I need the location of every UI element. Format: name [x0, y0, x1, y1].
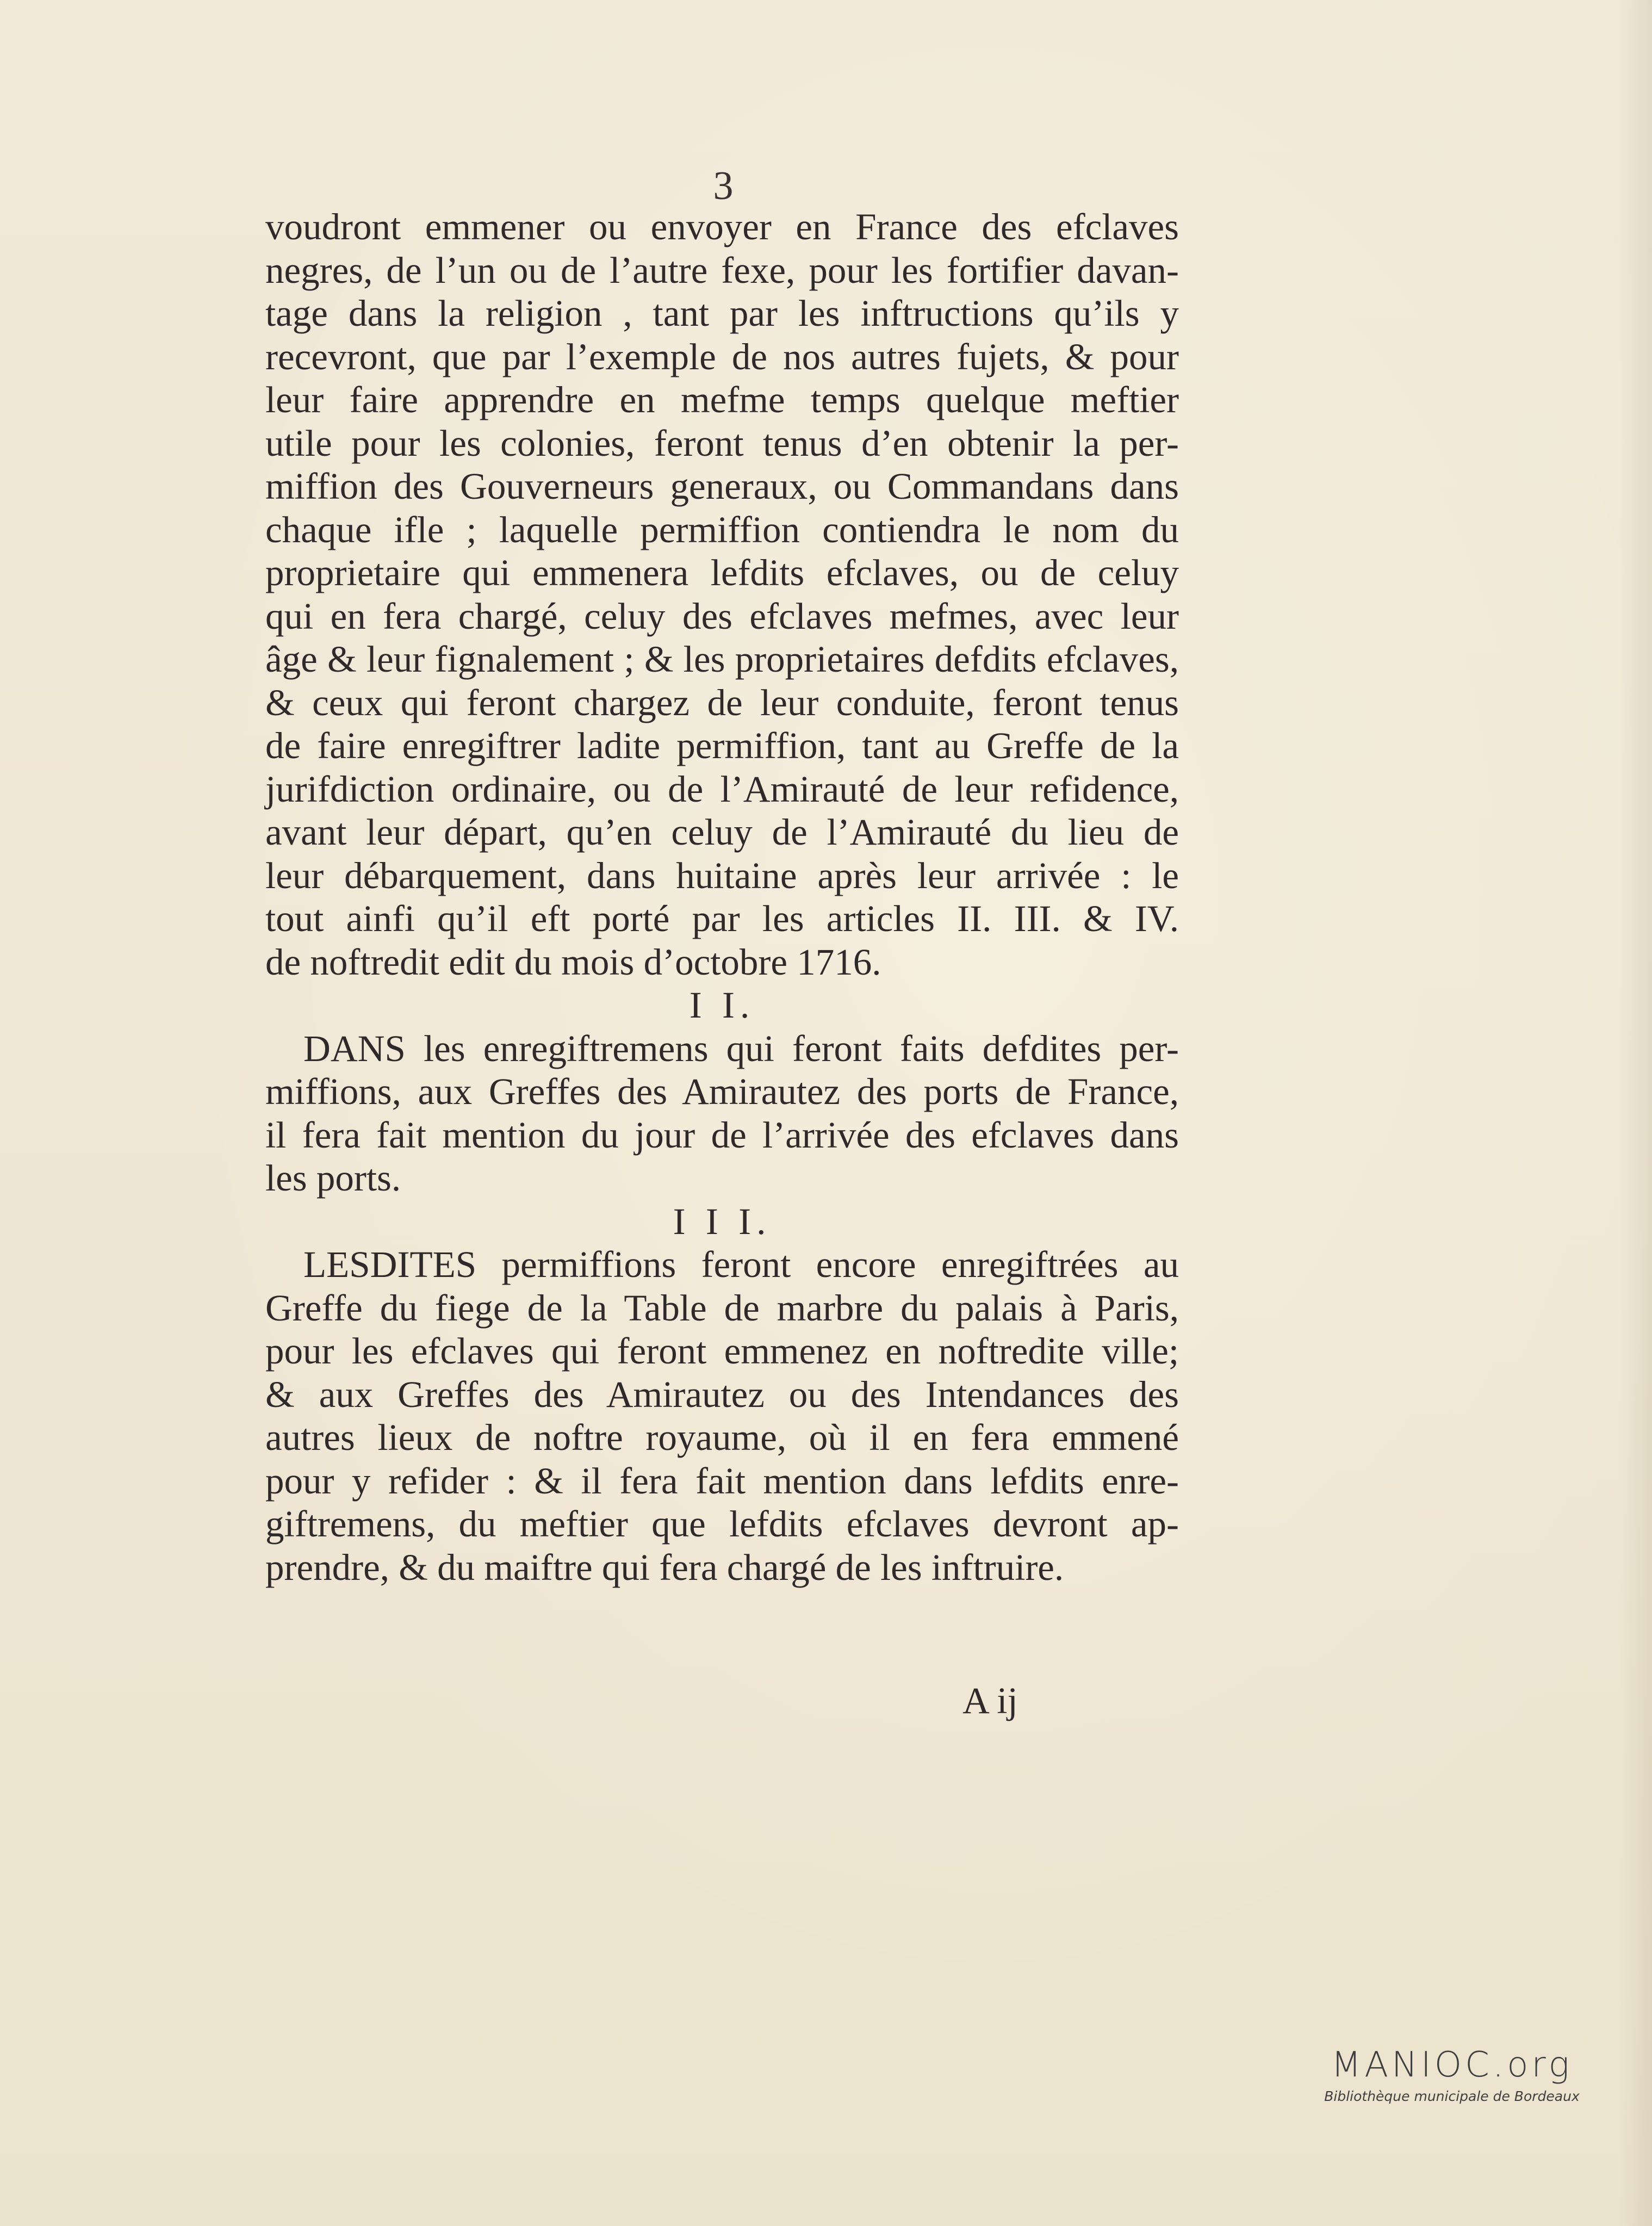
text-line: prendre, & du maiftre qui fera chargé de les inftruire. [265, 1546, 1064, 1588]
text-line: LESDITES permiffions feront encore enregiftrées au [303, 1244, 1179, 1285]
text-line: DANS les enregiftremens qui feront faits defdites per- [303, 1027, 1179, 1069]
text-line: proprietaire qui emmenera lefdits efclaves, ou de celuy [265, 552, 1179, 593]
text-line: âge & leur fignalement ; & les proprietaires defdits efclaves, [265, 638, 1179, 680]
signature-mark: A ij [962, 1680, 1018, 1721]
text-line: pour les efclaves qui feront emmenez en noftredite ville; [265, 1330, 1179, 1372]
text-line: jurifdiction ordinaire, ou de l’Amirauté de leur refidence, [265, 768, 1179, 810]
page-edge-shadow [1619, 0, 1652, 2226]
text-line: pour y refider : & il fera fait mention dans lefdits enre- [265, 1460, 1179, 1502]
text-line: recevront, que par l’exemple de nos autres fujets, & pour [265, 336, 1179, 377]
text-line: de noftredit edit du mois d’octobre 1716. [265, 941, 881, 983]
text-line: avant leur départ, qu’en celuy de l’Amirauté du lieu de [265, 811, 1179, 853]
watermark-name: MANIOC.org [1331, 2045, 1573, 2085]
manioc-watermark [1300, 2045, 1604, 2104]
page-number: 3 [713, 164, 734, 208]
text-line: les ports. [265, 1157, 401, 1199]
text-line: de faire enregiftrer ladite permiffion, tant au Greffe de la [265, 725, 1179, 766]
text-line: leur débarquement, dans huitaine après leur arrivée : le [265, 854, 1179, 896]
text-line: utile pour les colonies, feront tenus d’en obtenir la per- [265, 422, 1179, 464]
text-line: Greffe du fiege de la Table de marbre du palais à Paris, [265, 1287, 1179, 1329]
watermark-subtitle: Bibliothèque municipale de Bordeaux [1324, 2088, 1580, 2104]
article-3-text [265, 1243, 1179, 1589]
body-text [265, 206, 1179, 1589]
text-line: & ceux qui feront chargez de leur conduite, feront tenus [265, 681, 1179, 723]
article-heading-2: I I. [689, 984, 755, 1026]
text-line: autres lieux de noftre royaume, où il en fera emmené [265, 1417, 1179, 1458]
text-line: miffion des Gouverneurs generaux, ou Commandans dans [265, 466, 1179, 507]
text-line: giftremens, du meftier que lefdits efclaves devront ap- [265, 1503, 1179, 1545]
text-line: tage dans la religion , tant par les inftructions qu’ils y [265, 293, 1179, 334]
text-line: il fera fait mention du jour de l’arrivée des efclaves dans [265, 1114, 1179, 1156]
text-line: chaque ifle ; laquelle permiffion contiendra le nom du [265, 509, 1179, 550]
text-line: voudront emmener ou envoyer en France des efclaves [265, 206, 1179, 247]
text-line: & aux Greffes des Amirautez ou des Intendances des [265, 1373, 1179, 1415]
text-line: qui en fera chargé, celuy des efclaves mefmes, avec leur [265, 595, 1179, 637]
article-1-text [265, 206, 1179, 984]
article-2-text [265, 1027, 1179, 1200]
text-line: leur faire apprendre en mefme temps quelque meftier [265, 379, 1179, 420]
text-line: miffions, aux Greffes des Amirautez des ports de France, [265, 1071, 1179, 1112]
article-heading-3: I I I. [673, 1200, 772, 1242]
text-line: negres, de l’un ou de l’autre fexe, pour les fortifier davan- [265, 249, 1179, 291]
text-line: tout ainfi qu’il eft porté par les articles II. III. & IV. [265, 898, 1179, 939]
